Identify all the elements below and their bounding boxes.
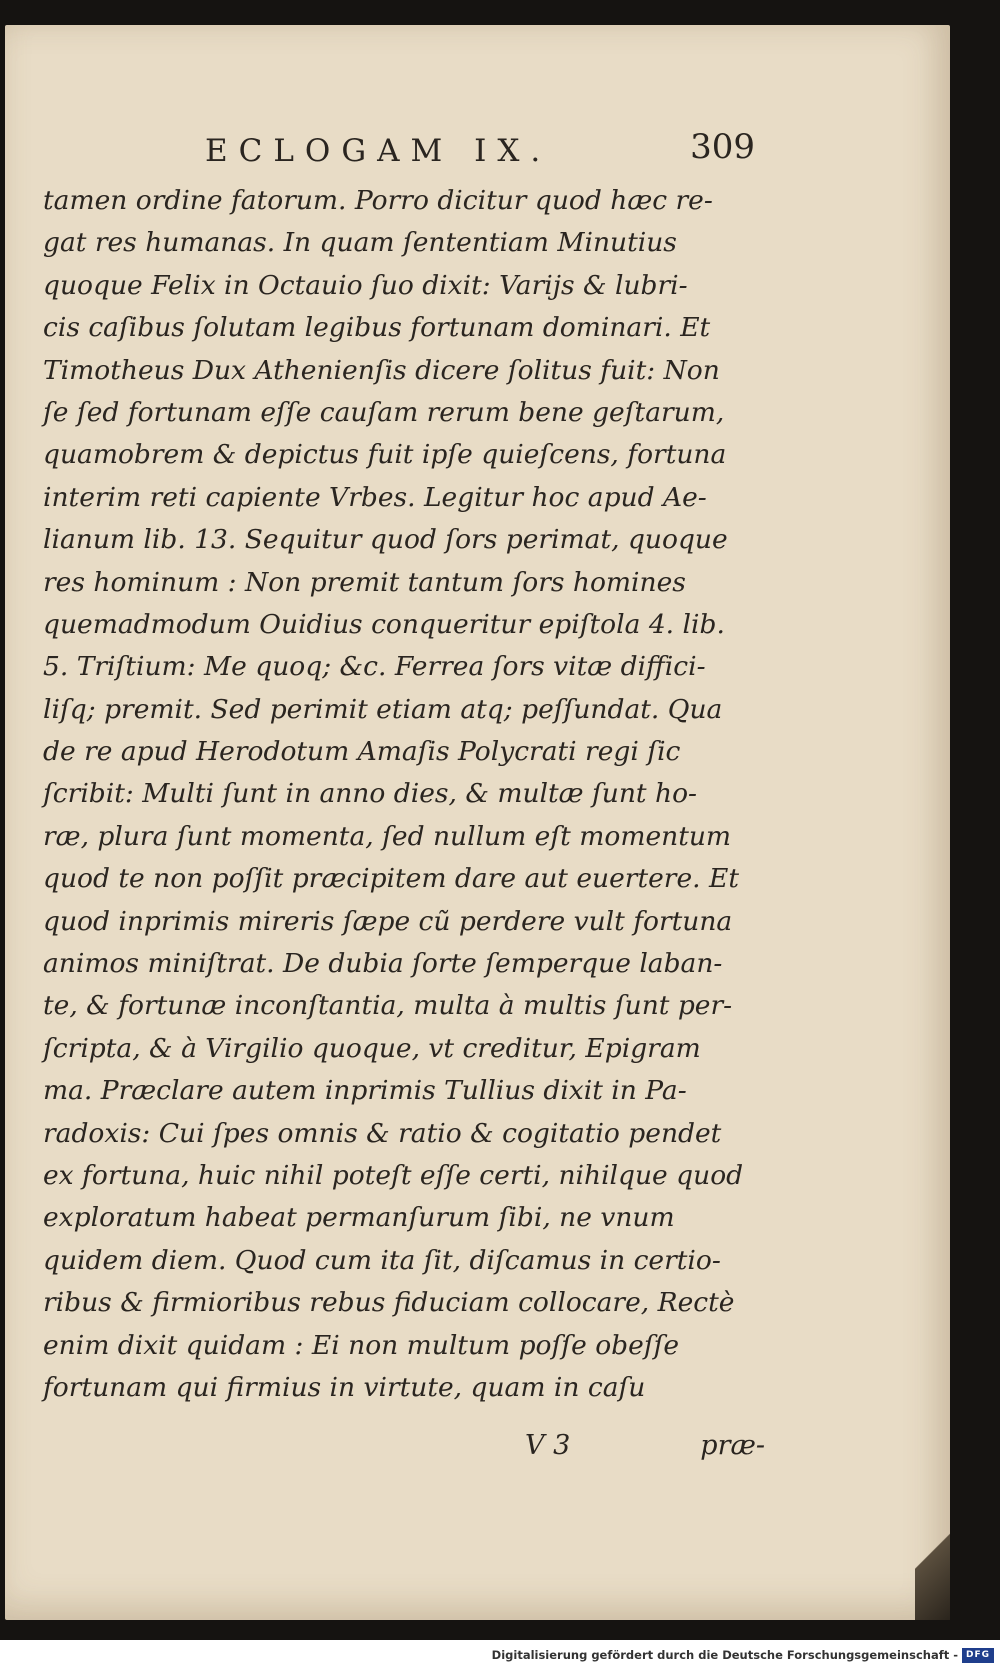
text-line: quod inprimis mireris ſæpe cũ perdere vult fortuna [43,905,733,937]
text-line: ſcripta, & à Virgilio quoque, vt creditur, Epigram [43,1032,701,1064]
text-line: de re apud Herodotum Amaſis Polycrati regi ſic [43,736,681,768]
text-line: ſcribit: Multi ſunt in anno dies, & multæ ſunt ho- [43,778,697,810]
body-text [43,180,763,1409]
text-line: gat res humanas. In quam ſententiam Minutius [43,227,677,259]
text-line: ſe ſed fortunam eſſe cauſam rerum bene geſtarum, [43,396,725,428]
text-line: ex fortuna, huic nihil poteſt eſſe certi, nihilque quod [43,1159,744,1191]
credit-bar [0,1640,1000,1673]
text-line: te, & fortunæ inconſtantia, multa à multis ſunt per- [43,990,733,1022]
credit-text: Digitalisierung gefördert durch die Deutsche Forschungsgemeinschaft - [491,1648,958,1662]
text-line: quoque Felix in Octauio ſuo dixit: Varijs & lubri- [43,269,688,301]
catchline [525,1430,765,1472]
dfg-logo-icon: DFG [962,1648,994,1663]
text-line: Timotheus Dux Athenienſis dicere ſolitus fuit: Non [43,354,720,386]
page-number: 309 [690,127,755,167]
text-line: enim dixit quidam : Ei non multum poſſe obeſſe [43,1329,680,1361]
text-line: ma. Præclare autem inprimis Tullius dixit in Pa- [43,1075,687,1107]
running-head: ECLOGAM IX. [205,133,552,169]
text-line: tamen ordine fatorum. Porro dicitur quod hæc re- [43,185,713,216]
text-line: exploratum habeat permanſurum ſibi, ne vnum [43,1202,675,1234]
signature-mark: V 3 [525,1430,571,1461]
text-line: quemadmodum Ouidius conqueritur epiſtola 4. lib. [43,608,725,640]
text-line: ribus & firmioribus rebus fiduciam collocare, Rectè [43,1287,735,1319]
text-line: quamobrem & depictus fuit ipſe quieſcens, fortuna [43,439,727,471]
text-line: res hominum : Non premit tantum ſors homines [43,566,686,598]
text-line: 5. Triſtium: Me quoq; &c. Ferrea ſors vitæ diffici- [43,651,706,683]
text-line: ræ, plura ſunt momenta, ſed nullum eſt momentum [43,820,732,852]
text-line: animos miniſtrat. De dubia ſorte ſemperque laban- [43,948,723,980]
text-line: quod te non poſſit præcipitem dare aut euertere. Et [43,863,740,895]
text-line: interim reti capiente Vrbes. Legitur hoc apud Ae- [43,481,707,513]
page-header [205,127,765,183]
text-line: cis caſibus ſolutam legibus fortunam dominari. Et [43,312,711,344]
text-line: quidem diem. Quod cum ita ſit, diſcamus in certio- [43,1244,721,1276]
catchword: præ- [700,1430,765,1461]
text-line: lianum lib. 13. Sequitur quod ſors perimat, quoque [43,524,728,556]
text-line: fortunam qui firmius in virtute, quam in caſu [43,1371,646,1403]
text-line: liſq; premit. Sed perimit etiam atq; peſſundat. Qua [43,693,723,725]
book-page [5,25,950,1620]
text-line: radoxis: Cui ſpes omnis & ratio & cogitatio pendet [43,1117,722,1149]
